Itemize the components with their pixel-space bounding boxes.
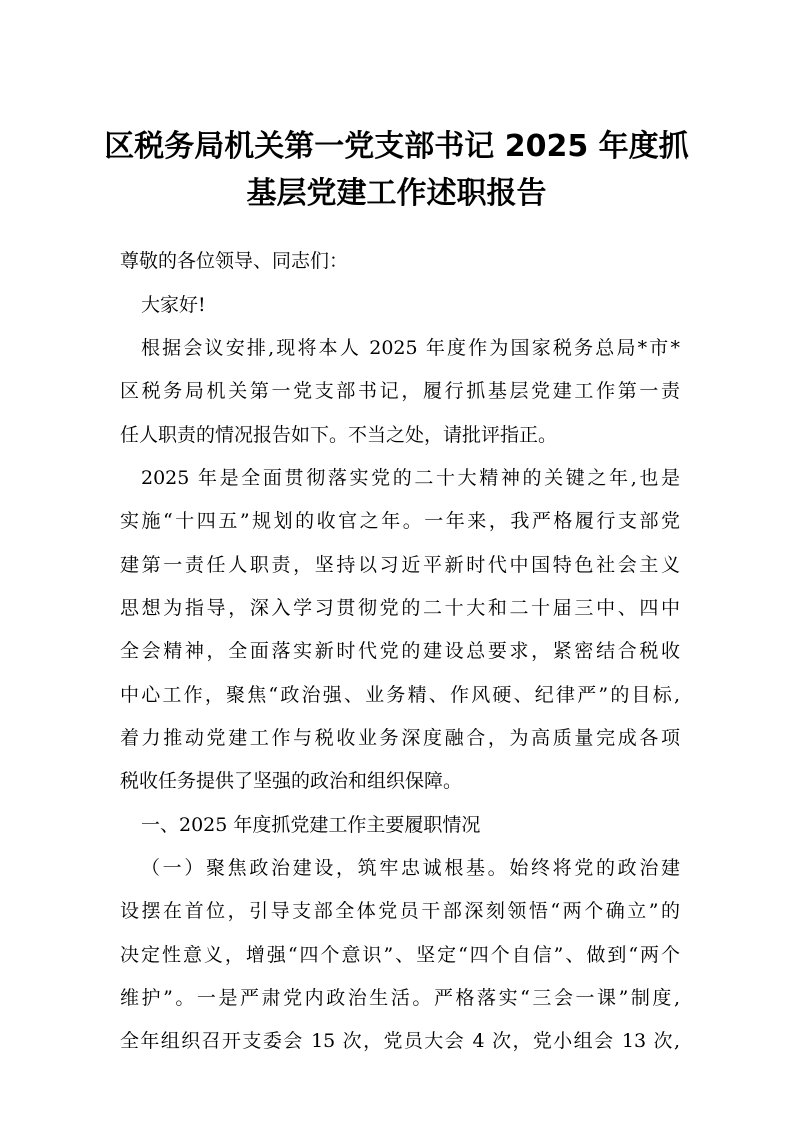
section-heading: 一、2025 年度抓党建工作主要履职情况: [141, 814, 481, 836]
paragraph-line: 全会精神，全面落实新时代党的建设总要求，紧密结合税收: [120, 640, 680, 662]
document-title-line-2: 基层党建工作述职报告: [246, 176, 547, 211]
paragraph-line: 思想为指导，深入学习贯彻党的二十大和二十届三中、四中: [120, 597, 680, 619]
paragraph-line: 2025 年是全面贯彻落实党的二十大精神的关键之年,也是: [141, 467, 680, 489]
paragraph-line: 根据会议安排,现将本人 2025 年度作为国家税务总局*市*: [141, 337, 680, 359]
paragraph-line: 维护”。一是严肃党内政治生活。严格落实“三会一课”制度,: [120, 987, 680, 1009]
paragraph-line: 着力推动党建工作与税收业务深度融合，为高质量完成各项: [120, 727, 680, 749]
paragraph-line: 全年组织召开支委会 15 次，党员大会 4 次，党小组会 13 次,: [120, 1030, 680, 1052]
paragraph-line: 建第一责任人职责，坚持以习近平新时代中国特色社会主义: [120, 554, 680, 576]
paragraph-line: 中心工作，聚焦“政治强、业务精、作风硬、纪律严”的目标,: [120, 684, 680, 706]
greeting: 大家好!: [141, 294, 206, 316]
paragraph-line: 任人职责的情况报告如下。不当之处，请批评指正。: [120, 424, 558, 446]
paragraph-line: 决定性意义，增强“四个意识”、坚定“四个自信”、做到“两个: [120, 944, 680, 966]
paragraph-line: 设摆在首位，引导支部全体党员干部深刻领悟“两个确立”的: [120, 900, 680, 922]
paragraph-line: 区税务局机关第一党支部书记，履行抓基层党建工作第一责: [120, 380, 680, 402]
paragraph-line: （一）聚焦政治建设，筑牢忠诚根基。始终将党的政治建: [141, 857, 680, 879]
paragraph-line: 实施“十四五”规划的收官之年。一年来，我严格履行支部党: [120, 510, 680, 532]
salutation: 尊敬的各位领导、同志们：: [120, 250, 349, 272]
paragraph-line: 税收任务提供了坚强的政治和组织保障。: [120, 770, 463, 792]
document-title-line-1: 区税务局机关第一党支部书记 2025 年度抓: [104, 129, 689, 164]
